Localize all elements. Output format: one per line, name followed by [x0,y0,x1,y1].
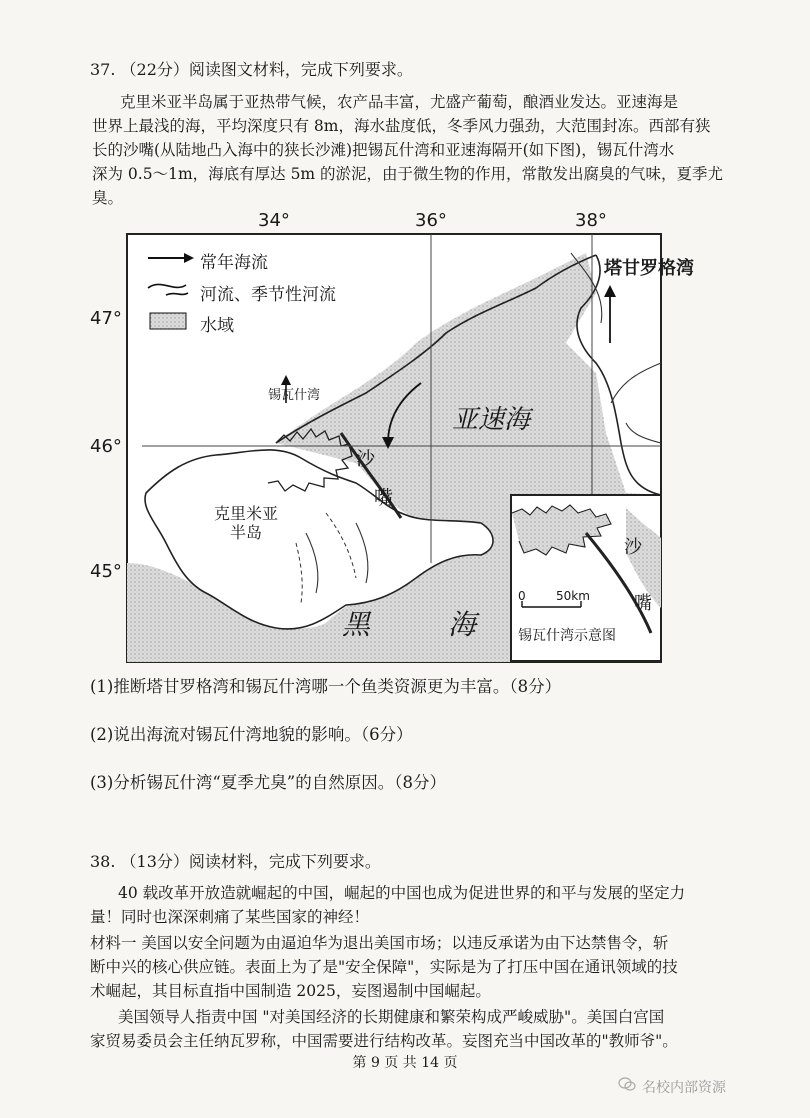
q38-para-line: 家贸易委员会主任纳瓦罗称，中国需要进行结构改革。妄图充当中国改革的"教师爷"。 [90,1032,678,1050]
latitude-46: 46° [90,436,122,457]
page-footer: 第 9 页 共 14 页 [352,1055,458,1071]
q38-material-1: 材料一 美国以安全问题为由逼迫华为退出美国市场；以违反承诺为由下达禁售令，斩 [90,934,669,952]
longitude-34: 34° [258,210,290,231]
q37-para-line: 臭。 [92,189,124,207]
sivash-bay-label: 锡瓦什湾 [268,388,321,403]
watermark: 名校内部资源 [642,1080,726,1096]
inset-caption: 锡瓦什湾示意图 [518,628,616,644]
azov-sea-label: 亚速海 [452,405,531,435]
q37-para-line: 世界上最浅的海，平均深度只有 8m，海水盐度低，冬季风力强劲，大范围封冻。西部有狭 [92,117,711,135]
inset-scale-value: 50km [556,589,590,603]
legend-current-label: 常年海流 [200,253,268,273]
inset-spit-label-1: 沙 [624,537,642,558]
crimea-label-1: 克里米亚 [214,504,279,523]
spit-label-1: 沙 [356,448,376,470]
longitude-36: 36° [415,210,447,231]
q38-para-line: 量！同时也深深刺痛了某些国家的神经！ [90,908,370,926]
q37-para-line: 克里米亚半岛属于亚热带气候，农产品丰富，尤盛产葡萄，酿酒业发达。亚速海是 [120,93,679,111]
q38-para-line: 40 载改革开放造就崛起的中国，崛起的中国也成为促进世界的和平与发展的坚定力 [118,884,686,902]
q37-sub-2: (2)说出海流对锡瓦什湾地貌的影响。（6分） [90,725,413,744]
inset-scale-zero: 0 [518,589,526,603]
spit-label-2: 嘴 [374,487,394,509]
legend-water-icon [150,313,186,329]
black-sea-label-2: 海 [448,608,477,641]
latitude-45: 45° [90,561,122,582]
q38-para-line: 美国领导人指责中国 "对美国经济的长期健康和繁荣构成严峻威胁"。美国白宫国 [118,1008,665,1026]
crimea-map [126,233,694,663]
taganrog-bay-label: 塔甘罗格湾 [604,258,694,279]
q37-title: 37. （22分）阅读图文材料，完成下列要求。 [90,60,413,79]
q38-para-line: 术崛起，其目标直指中国制造 2025，妄图遏制中国崛起。 [90,982,491,1000]
wechat-icon [618,1075,636,1093]
inset-spit-label-2: 嘴 [634,593,652,614]
q38-para-line: 断中兴的核心供应链。表面上为了是"安全保障"，实际是为了打压中国在通讯领域的技 [90,958,678,976]
black-sea-label-1: 黑 [342,608,371,641]
longitude-38: 38° [575,210,607,231]
legend-water-label: 水域 [200,316,234,336]
crimea-label-2: 半岛 [230,523,263,542]
q37-para-line: 长的沙嘴(从陆地凸入海中的狭长沙滩)把锡瓦什湾和亚速海隔开(如下图)，锡瓦什湾水 [92,141,675,159]
q38-title: 38. （13分）阅读材料，完成下列要求。 [90,852,381,871]
legend-river-label: 河流、季节性河流 [200,285,336,305]
q37-sub-1: (1)推断塔甘罗格湾和锡瓦什湾哪一个鱼类资源更为丰富。（8分） [90,677,562,696]
latitude-47: 47° [90,308,122,329]
q37-para-line: 深为 0.5～1m，海底有厚达 5m 的淤泥，由于微生物的作用，常散发出腐臭的气味，夏季尤 [92,165,724,183]
q37-sub-3: (3)分析锡瓦什湾“夏季尤臭”的自然原因。（8分） [90,773,446,792]
